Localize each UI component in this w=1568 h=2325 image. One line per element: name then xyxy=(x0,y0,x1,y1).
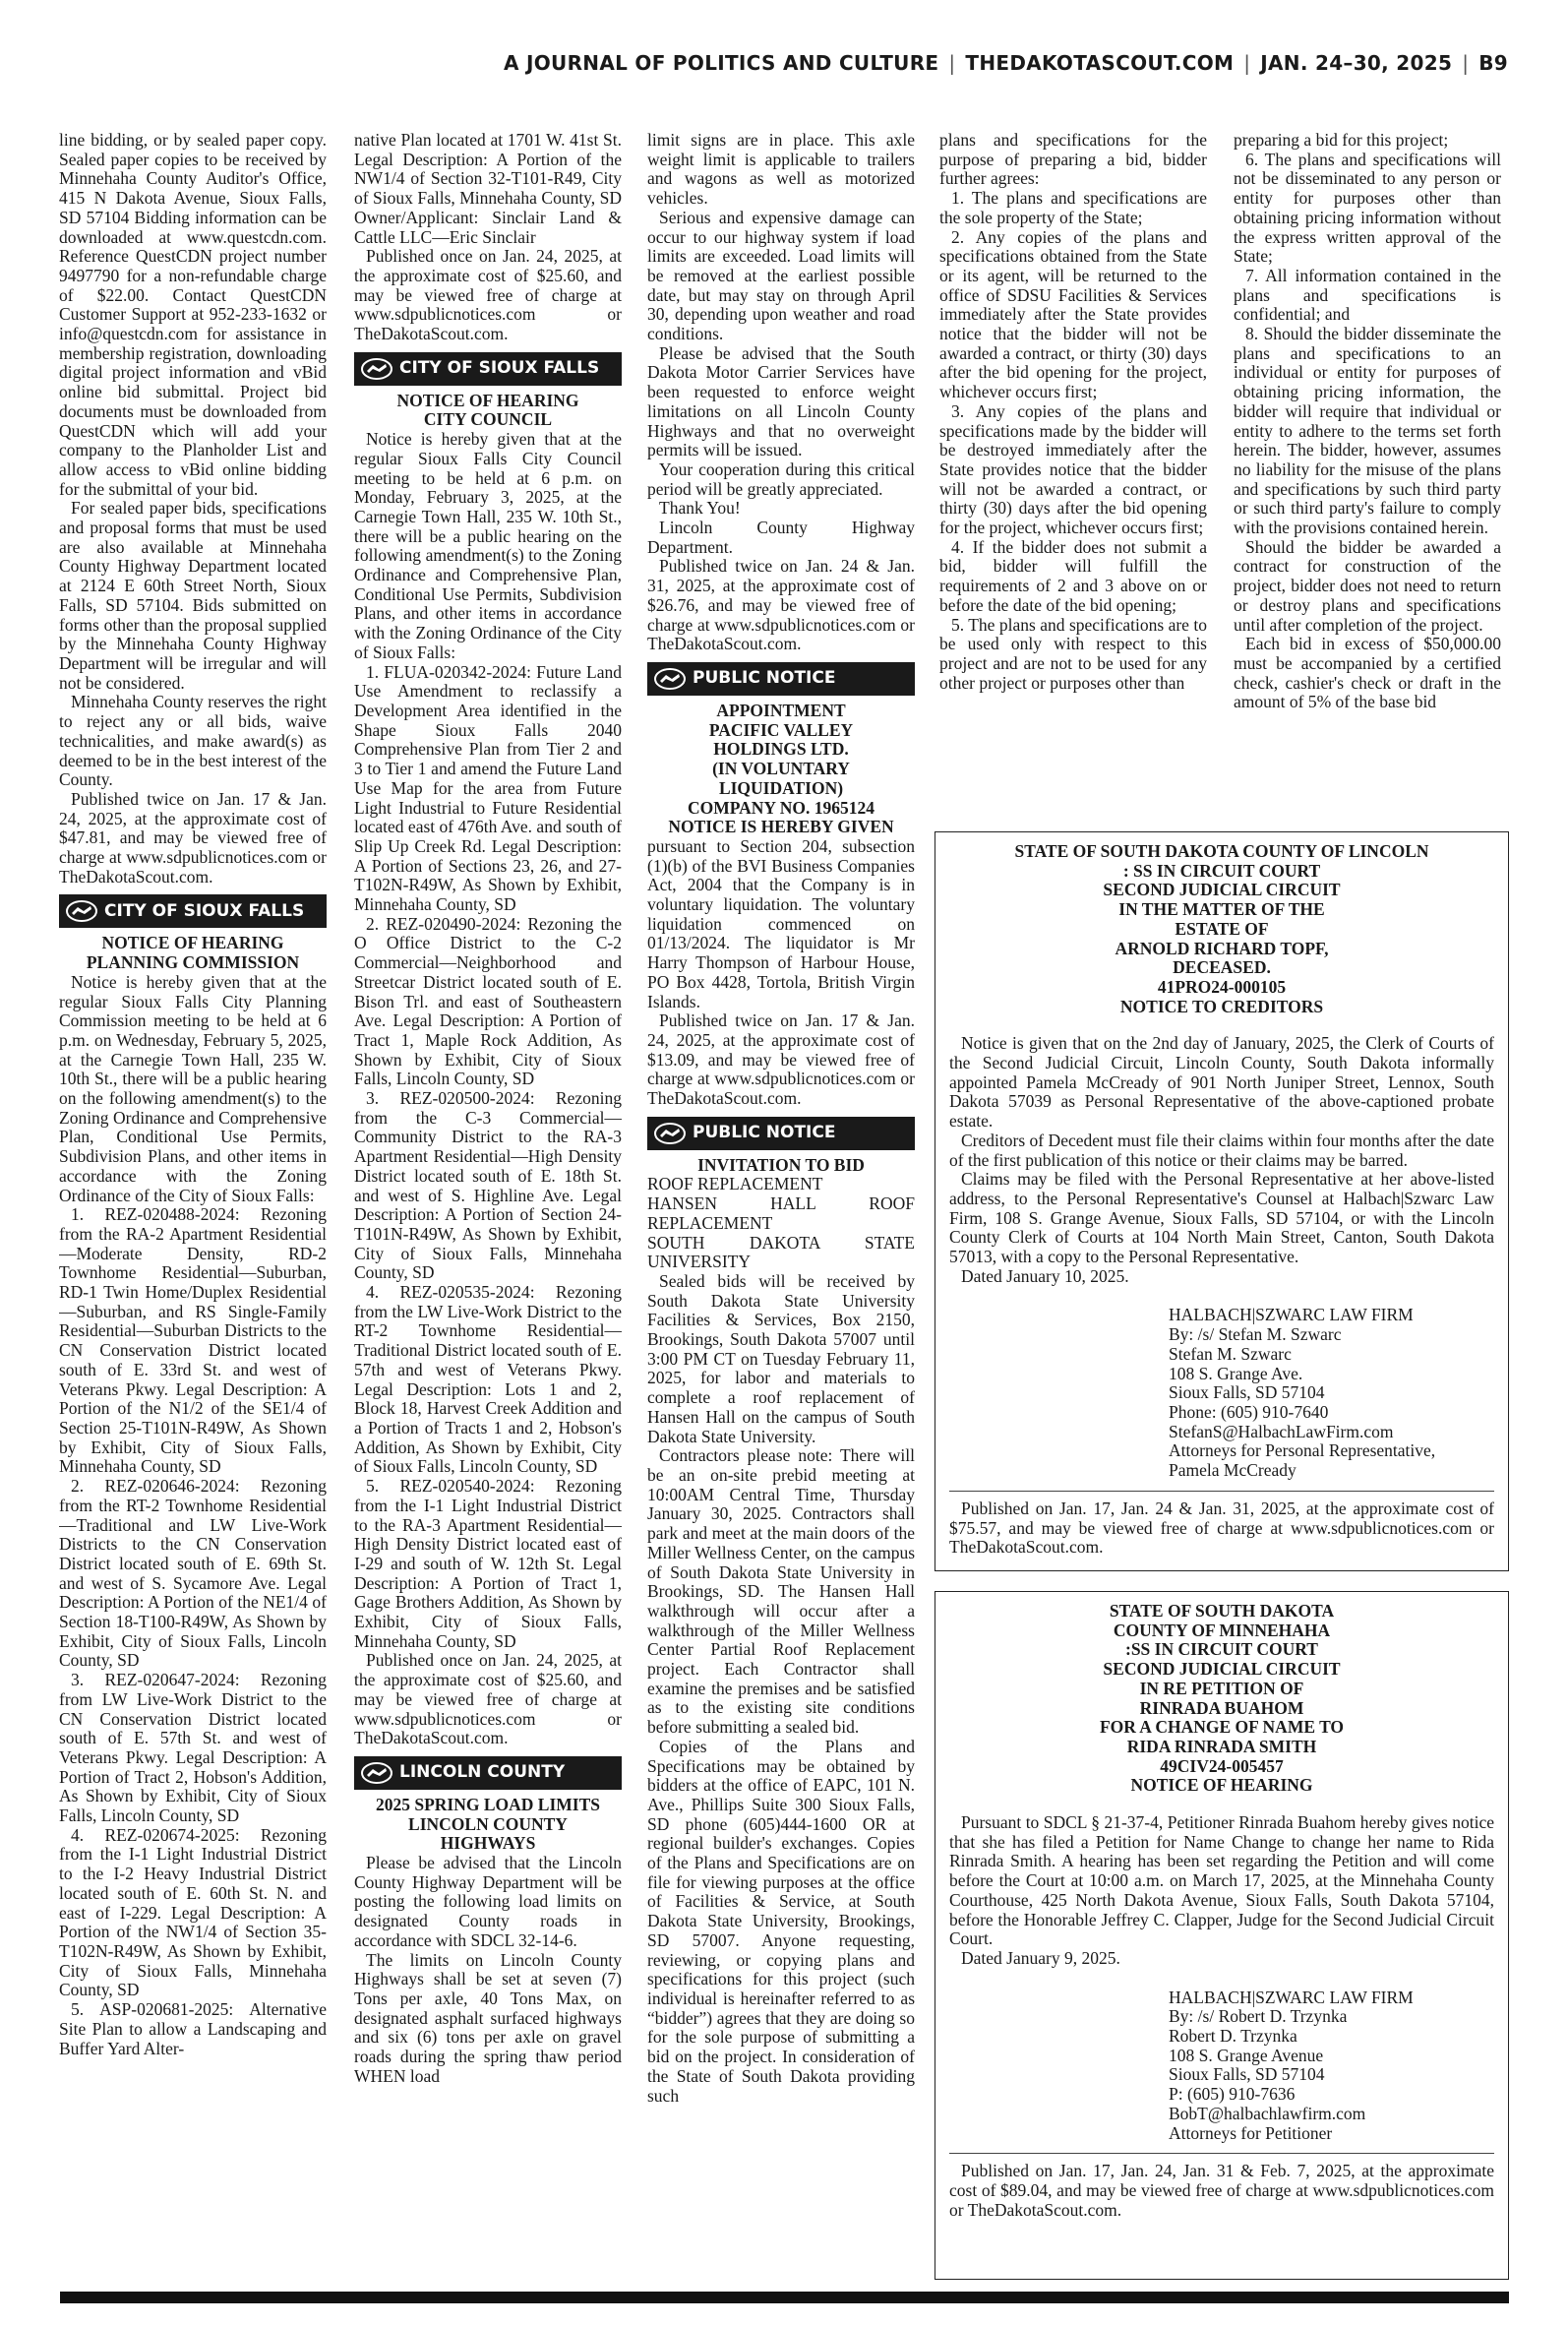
notice-of-hearing-box xyxy=(935,1591,1509,2280)
court-heading: IN RE PETITION OF xyxy=(1139,1678,1304,1698)
notice-text: pursuant to Section 204, subsection (1)(b) of the BVI Business Companies Act, 2004 that the Company is in voluntary liquidation. The voluntary liquidation commenced on 01/13/2024. The liquidator is Mr Harry Thompson of Harbour House, PO Box 4428, Tortola, British Virgin Islands. xyxy=(647,835,915,1011)
column-2 xyxy=(354,131,622,2289)
column-5 xyxy=(1234,131,1501,812)
signature-line: Robert D. Trzynka xyxy=(1169,2026,1297,2047)
banner-label: CITY OF SIOUX FALLS xyxy=(399,357,600,378)
signature-line: HALBACH|SZWARC LAW FIRM xyxy=(1169,1305,1414,1325)
header-page-number: B9 xyxy=(1478,51,1508,75)
section-banner xyxy=(59,894,327,928)
signature-line: Phone: (605) 910-7640 xyxy=(1169,1401,1329,1422)
notice-text: preparing a bid for this project; xyxy=(1234,131,1449,150)
notice-text: Thank You! xyxy=(659,498,741,519)
notice-text: Each bid in excess of $50,000.00 must be accompanied by a certified check, cashier's check or draft in the amount of 5% of the base bid xyxy=(1234,634,1501,712)
publication-note: Published twice on Jan. 17 & Jan. 24, 2025, at the approximate cost of $47.81, and may be viewed free of charge at www.sdpublicnotices.com or TheDakotaScout.com. xyxy=(59,788,327,887)
notice-text: Please be advised that the Lincoln County Highway Department will be posting the following load limits on designated County roads in accordance with SDCL 32-14-6. xyxy=(354,1853,622,1950)
court-heading: IN THE MATTER OF THE xyxy=(1118,899,1325,920)
signature-line: Attorneys for Personal Representative, xyxy=(1169,1440,1436,1461)
notice-item: 6. The plans and specifications will not be disseminated to any person or entity for purposes other than obtaining pricing information without the express written approval of the State; xyxy=(1234,149,1501,267)
case-number: 41PRO24-000105 xyxy=(1157,976,1287,997)
court-heading: COUNTY OF MINNEHAHA xyxy=(1113,1620,1331,1640)
notice-heading: INVITATION TO BID xyxy=(697,1154,865,1175)
scout-logo-icon xyxy=(653,1122,687,1145)
court-heading: ESTATE OF xyxy=(1175,918,1269,939)
bid-text: For sealed paper bids, specifications and proposal forms that must be used are also available at Minnehaha County Highway Department located at 2124 E 60th Street North, Sioux Falls, SD 57104. Bids submitted on forms other than the proposal supplied by the Minnehaha County Highway Department will be irregular and will not be considered. xyxy=(59,498,327,693)
notice-item: 5. REZ-020540-2024: Rezoning from the I-1 Light Industrial District to the RA-3 Apartment Residential—High Density District located east of I-29 and south of W. 12th St. Legal Description: A Portion of Tract 1, Gage Brothers Addition, As Shown by Exhibit, City of Sioux Falls, Minnehaha County, SD xyxy=(354,1476,622,1651)
scout-logo-icon xyxy=(653,667,687,691)
notice-item: 4. REZ-020674-2025: Rezoning from the I-1 Light Industrial District to the I-2 Heavy Industrial District located south of E. 60th St. N. and east of I-229. Legal Description: A Portion of the NW1/4 of Section 35-T102N-R49W, As Shown by Exhibit, City of Sioux Falls, Minnehaha County, SD xyxy=(59,1824,327,2000)
bid-text: line bidding, or by sealed paper copy. Sealed paper copies to be received by Minnehaha County Auditor's Office, 415 N Dakota Avenue, Sioux Falls, SD 57104 Bidding information can be downloaded at www.questcdn.com. Reference QuestCDN project number 9497790 for a non-refundable charge of $22.00. Contact QuestCDN Customer Support at 952-233-1632 or info@questcdn.com for assistance in membership registration, downloading digital project information and vBid online bid submittal. Project bid documents must be downloaded from QuestCDN which will add your company to the Planholder List and allow access to vBid online bidding for the submittal of your bid. xyxy=(59,131,327,499)
scout-logo-icon xyxy=(65,899,98,923)
notice-item: 2. REZ-020646-2024: Rezoning from the RT-2 Townhome Residential—Traditional and LW Live-Work Districts to the CN Conservation District located south of E. 69th St. and west of S. Sycamore Ave. Legal Description: A Portion of the NE1/4 of Section 18-T100-R49W, As Shown by Exhibit, City of Sioux Falls, Lincoln County, SD xyxy=(59,1476,327,1671)
notice-item: 2. REZ-020490-2024: Rezoning the O Office District to the C-2 Commercial—Neighborhood and Streetcar District located south of E. Bison Trl. and east of Southeastern Ave. Legal Description: A Portion of Tract 1, Maple Rock Addition, As Shown by Exhibit, City of Sioux Falls, Lincoln County, SD xyxy=(354,913,622,1089)
notice-text: plans and specifications for the purpose of preparing a bid, bidder further agrees: xyxy=(939,131,1207,189)
notice-text: Contractors please note: There will be an on-site prebid meeting at 10:00AM Central Time, Thursday January 30, 2025. Contractors shall park and meet at the main doors of the Miller Wellness Center, on the campus of South Dakota State University in Brookings, SD. The Hansen Hall walkthrough will occur after a walkthrough of the Miller Wellness Center Partial Roof Replacement project. Each Contractor shall examine the premises and be satisfied as to the existing site conditions before submitting a sealed bid. xyxy=(647,1445,915,1738)
court-heading: SECOND JUDICIAL CIRCUIT xyxy=(1103,1659,1341,1680)
notice-text: Sealed bids will be received by South Dakota State University Facilities & Services, Box 2150, Brookings, South Dakota 57007 until 3:00 PM CT on Tuesday February 11, 2025, for labor and materials to complete a roof replacement of Hansen Hall on the campus of South Dakota State University. xyxy=(647,1270,915,1446)
signature-line: StefanS@HalbachLawFirm.com xyxy=(1169,1421,1394,1441)
notice-text: native Plan located at 1701 W. 41st St. Legal Description: A Portion of the NW1/4 of Section 32-T101-R49, City of Sioux Falls, Minnehaha County, SD Owner/Applicant: Sinclair Land & Cattle LLC—Eric Sinclair xyxy=(354,131,622,247)
header-date: JAN. 24–30, 2025 xyxy=(1260,51,1453,75)
notice-date: Dated January 9, 2025. xyxy=(961,1947,1120,1968)
notice-title: NOTICE TO CREDITORS xyxy=(1119,996,1324,1016)
notice-text: Claims may be filed with the Personal Representative at her above-listed address, to the Personal Representative's Counsel at Halbach|Szwarc Law Firm, 108 S. Grange Avenue, Sioux Falls, SD 57104, or with the Lincoln County Clerk of Courts at 104 North Main Street, Canton, South Dakota 57013, with a copy to the Personal Representative. xyxy=(949,1169,1494,1267)
notice-item: 7. All information contained in the plans and specifications is confidential; and xyxy=(1234,265,1501,325)
notice-text: Serious and expensive damage can occur to our highway system if load limits are exceeded. Load limits will be removed at the earliest possible date, but may stay on through April 30, depending upon weather and road conditions. xyxy=(647,207,915,344)
notice-text: Copies of the Plans and Specifications may be obtained by bidders at the office of EAPC, 101 N. Ave., Phillips Suite 300 Sioux Falls, SD phone (605)444-1600 OR at regional builder's exchanges. Copies of the Plans and Specifications are on file for viewing purposes at the office of Facilities & Service, at South Dakota State University, Brookings, SD 57007. Anyone requesting, reviewing, or copying plans and specifications for this project (such individual is hereinafter referred to as “bidder”) agrees that they are doing so for the sole purpose of submitting a bid on the project. In consideration of the State of South Dakota providing such xyxy=(647,1736,915,2106)
signature-line: 108 S. Grange Ave. xyxy=(1169,1363,1303,1383)
notice-text: Pursuant to SDCL § 21-37-4, Petitioner Rinrada Buahom hereby gives notice that she has filed a Petition for Name Change to change her name to Rida Rinrada Smith. A hearing has been set regarding the Petition and will come before the Court at 10:00 a.m. on March 17, 2025, at the Minnehaha County Courthouse, 425 North Dakota Avenue, Sioux Falls, South Dakota 57104, before the Honorable Jeffrey C. Clapper, Judge for the Second Judicial Circuit Court. xyxy=(949,1812,1494,1949)
notice-item: 8. Should the bidder disseminate the plans and specifications to an individual or entity for purposes of obtaining pricing information, the bidder will require that individual or entity to adhere to the terms set forth herein. The bidder, however, assumes no liability for the misuse of the plans and specifications by such third party or such third party's failure to comply with the provisions contained herein. xyxy=(1234,324,1501,538)
column-4 xyxy=(939,131,1207,812)
notice-item: 1. The plans and specifications are the sole property of the State; xyxy=(939,188,1207,227)
notice-subheading: SOUTH DAKOTA STATE UNIVERSITY xyxy=(647,1232,915,1272)
court-heading: ARNOLD RICHARD TOPF, xyxy=(1115,938,1329,958)
notice-item: 3. Any copies of the plans and specifications made by the bidder will be destroyed immediately after the State provides notice that the bidder will not be awarded a contract, or thirty (30) days after the bid opening for the project, whichever occurs first; xyxy=(939,400,1207,538)
notice-title: NOTICE OF HEARING xyxy=(1130,1775,1313,1796)
signature-line: BobT@halbachlawfirm.com xyxy=(1169,2103,1366,2123)
notice-heading: PACIFIC VALLEY xyxy=(708,719,854,740)
signature-line: Sioux Falls, SD 57104 xyxy=(1169,2064,1325,2085)
signature-line: HALBACH|SZWARC LAW FIRM xyxy=(1169,1987,1414,2007)
notice-text: Notice is hereby given that at the regular Sioux Falls City Council meeting to be held at 6 p.m. on Monday, February 3, 2025, at the Carnegie Town Hall, 235 W. 10th St., there will be a public hearing on the following amendment(s) to the Zoning Ordinance and Comprehensive Plan, Conditional Use Permits, Subdivision Plans, and other items in accordance with the Zoning Ordinance of the City of Sioux Falls: xyxy=(354,429,622,662)
notice-item: 1. REZ-020488-2024: Rezoning from the RA-2 Apartment Residential—Moderate Density, RD-2 Townhome Residential—Suburban, RD-1 Twin Home/Duplex Residential—Suburban, and RS Single-Family Residential—Suburban Districts to the CN Conservation District located south of E. 33rd St. and west of Veterans Pkwy. Legal Description: A Portion of the N1/2 of the SE1/4 of Section 25-T101N-R49W, As Shown by Exhibit, City of Sioux Falls, Minnehaha County, SD xyxy=(59,1204,327,1477)
notice-text: Should the bidder be awarded a contract for construction of the project, bidder does not need to return or destroy plans and specifications until after completion of the project. xyxy=(1234,536,1501,635)
notice-heading: HIGHWAYS xyxy=(440,1833,536,1854)
publication-note: Published once on Jan. 24, 2025, at the approximate cost of $25.60, and may be viewed free of charge at www.sdpublicnotices.com or TheDakotaScout.com. xyxy=(354,1650,622,1748)
section-banner xyxy=(647,662,915,696)
notice-heading: NOTICE IS HEREBY GIVEN xyxy=(668,817,894,837)
notice-text: Notice is hereby given that at the regular Sioux Falls City Planning Commission meeting to be held at 6 p.m. on Wednesday, February 5, 2025, at the Carnegie Town Hall, 235 W. 10th St., there will be a public hearing on the following amendment(s) to the Zoning Ordinance and Comprehensive Plan, Conditional Use Permits, Subdivision Plans, and other items in accordance with the Zoning Ordinance of the City of Sioux Falls: xyxy=(59,971,327,1205)
notice-text: Lincoln County Highway Department. xyxy=(647,518,915,557)
notice-heading: CITY COUNCIL xyxy=(423,409,553,430)
court-heading: : SS IN CIRCUIT COURT xyxy=(1122,860,1321,881)
court-heading: STATE OF SOUTH DAKOTA xyxy=(1109,1601,1335,1621)
column-3 xyxy=(647,131,915,2289)
notice-item: 2. Any copies of the plans and specifications obtained from the State or its agent, will be returned to the office of SDSU Facilities & Services immediately after the State provides notice that the bidder will not be awarded a contract, or thirty (30) days after the bid opening for the project, whichever occurs first; xyxy=(939,226,1207,402)
publication-note: Published on Jan. 17, Jan. 24, Jan. 31 & Feb. 7, 2025, at the approximate cost of $89.04, and may be viewed free of charge at www.sdpublicnotices.com or TheDakotaScout.com. xyxy=(949,2161,1494,2220)
scout-logo-icon xyxy=(360,1761,393,1785)
section-banner xyxy=(354,352,622,386)
court-heading: RIDA RINRADA SMITH xyxy=(1126,1736,1317,1756)
notice-heading: LIQUIDATION) xyxy=(718,777,844,798)
notice-heading: PLANNING COMMISSION xyxy=(86,952,300,973)
notice-item: 3. REZ-020500-2024: Rezoning from the C-3 Commercial—Community District to the RA-3 Apartment Residential—High Density District located south of E. 18th St. and west of S. Highline Ave. Legal Description: A Portion of Section 24-T101N-R49W, As Shown by Exhibit, City of Sioux Falls, Minnehaha County, SD xyxy=(354,1088,622,1283)
page-header: A JOURNAL OF POLITICS AND CULTURE | THEDAKOTASCOUT.COM | JAN. 24–30, 2025 | B9 xyxy=(503,51,1508,75)
banner-label: LINCOLN COUNTY xyxy=(399,1762,566,1783)
signature-line: 108 S. Grange Avenue xyxy=(1169,2045,1324,2065)
signature-line: Stefan M. Szwarc xyxy=(1169,1343,1292,1364)
signature-line: P: (605) 910-7636 xyxy=(1169,2084,1296,2105)
notice-item: 4. If the bidder does not submit a bid, bidder will fulfill the requirements of 2 and 3 above on or before the date of the bid opening; xyxy=(939,536,1207,615)
notice-heading: NOTICE OF HEARING xyxy=(101,933,284,953)
notice-text: Your cooperation during this critical period will be greatly appreciated. xyxy=(647,459,915,499)
court-heading: DECEASED. xyxy=(1173,957,1271,978)
banner-label: CITY OF SIOUX FALLS xyxy=(104,900,305,921)
case-number: 49CIV24-005457 xyxy=(1160,1755,1284,1776)
publication-note: Published twice on Jan. 24 & Jan. 31, 2025, at the approximate cost of $26.76, and may be viewed free of charge at www.sdpublicnotices.com or TheDakotaScout.com. xyxy=(647,556,915,654)
publication-note: Published twice on Jan. 17 & Jan. 24, 2025, at the approximate cost of $13.09, and may be viewed free of charge at www.sdpublicnotices.com or TheDakotaScout.com. xyxy=(647,1010,915,1109)
signature-line: Attorneys for Petitioner xyxy=(1169,2122,1333,2143)
court-heading: :SS IN CIRCUIT COURT xyxy=(1125,1639,1318,1660)
notice-heading: COMPANY NO. 1965124 xyxy=(687,797,875,818)
notice-item: 4. REZ-020535-2024: Rezoning from the LW Live-Work District to the RT-2 Townhome Residential—Traditional District located south of E. 57th and west of Veterans Pkwy. Legal Description: Lots 1 and 2, Block 18, Harvest Creek Addition and a Portion of Tracts 1 and 2, Hobson's Addition, As Shown by Exhibit, City of Sioux Falls, Lincoln County, SD xyxy=(354,1282,622,1477)
notice-text: The limits on Lincoln County Highways shall be set at seven (7) Tons per axle, 40 Tons Max, on designated asphalt surfaced highways and six (6) tons per axle on gravel roads during the spring thaw period WHEN load xyxy=(354,1949,622,2086)
notice-subheading: HANSEN HALL ROOF REPLACEMENT xyxy=(647,1193,915,1233)
notice-heading: LINCOLN COUNTY xyxy=(408,1813,568,1834)
header-site: THEDAKOTASCOUT.COM xyxy=(965,51,1235,75)
bid-text: Minnehaha County reserves the right to reject any or all bids, waive technicalities, and make award(s) as deemed to be in the best interest of the County. xyxy=(59,692,327,790)
notice-text: limit signs are in place. This axle weight limit is applicable to trailers and wagons as well as motorized vehicles. xyxy=(647,131,915,209)
publication-note: Published on Jan. 17, Jan. 24 & Jan. 31, 2025, at the approximate cost of $75.57, and may be viewed free of charge at www.sdpublicnotices.com or TheDakotaScout.com. xyxy=(949,1498,1494,1558)
notice-date: Dated January 10, 2025. xyxy=(961,1265,1129,1286)
notice-item: 1. FLUA-020342-2024: Future Land Use Amendment to reclassify a Development Area identified in the Shape Sioux Falls 2040 Comprehensive Plan from Tier 2 and 3 to Tier 1 and amend the Future Land Use Map for the area from Future Light Industrial to Future Residential located east of 476th Ave. and south of Slip Up Creek Rd. Legal Description: A Portion of Sections 23, 26, and 27-T102N-R49W, As Shown by Exhibit, Minnehaha County, SD xyxy=(354,661,622,915)
publication-note: Published once on Jan. 24, 2025, at the approximate cost of $25.60, and may be viewed free of charge at www.sdpublicnotices.com or TheDakotaScout.com. xyxy=(354,246,622,344)
section-banner xyxy=(647,1117,915,1150)
header-tagline: A JOURNAL OF POLITICS AND CULTURE xyxy=(503,51,939,75)
signature-line: Pamela McCready xyxy=(1169,1460,1297,1481)
notice-subheading: ROOF REPLACEMENT xyxy=(647,1174,823,1194)
notice-heading: (IN VOLUNTARY xyxy=(712,759,850,779)
footer-rule xyxy=(60,2292,1509,2303)
notice-heading: 2025 SPRING LOAD LIMITS xyxy=(375,1794,601,1814)
signature-line: By: /s/ Stefan M. Szwarc xyxy=(1169,1324,1342,1345)
section-banner xyxy=(354,1756,622,1790)
notice-text: Creditors of Decedent must file their claims within four months after the date of the first publication of this notice or their claims may be barred. xyxy=(949,1130,1494,1170)
banner-label: PUBLIC NOTICE xyxy=(693,1122,836,1142)
signature-line: Sioux Falls, SD 57104 xyxy=(1169,1382,1325,1403)
notice-item: 5. ASP-020681-2025: Alternative Site Plan to allow a Landscaping and Buffer Yard Alter- xyxy=(59,1999,327,2058)
signature-line: By: /s/ Robert D. Trzynka xyxy=(1169,2006,1348,2027)
divider xyxy=(949,2153,1494,2154)
court-heading: STATE OF SOUTH DAKOTA COUNTY OF LINCOLN xyxy=(1014,841,1429,861)
court-heading: SECOND JUDICIAL CIRCUIT xyxy=(1103,880,1341,900)
notice-heading: NOTICE OF HEARING xyxy=(396,390,579,410)
notice-item: 3. REZ-020647-2024: Rezoning from LW Live-Work District to the CN Conservation District located south of E. 57th St. and west of Veterans Pkwy. Legal Description: A Portion of Tract 2, Hobson's Addition, As Shown by Exhibit, City of Sioux Falls, Lincoln County, SD xyxy=(59,1670,327,1826)
banner-label: PUBLIC NOTICE xyxy=(693,668,836,689)
notice-heading: APPOINTMENT xyxy=(716,700,846,720)
notice-heading: HOLDINGS LTD. xyxy=(713,739,849,760)
scout-logo-icon xyxy=(360,357,393,381)
notice-item: 5. The plans and specifications are to be used only with respect to this project and are not to be used for any other project or purposes other than xyxy=(939,614,1207,693)
court-heading: FOR A CHANGE OF NAME TO xyxy=(1099,1717,1345,1738)
court-heading: RINRADA BUAHOM xyxy=(1139,1697,1304,1718)
column-1 xyxy=(59,131,327,2289)
notice-text: Notice is given that on the 2nd day of January, 2025, the Clerk of Courts of the Second Judicial Circuit, Lincoln County, South Dakota informally appointed Pamela McCready of 901 North Juniper Street, Lennox, South Dakota 57039 as Personal Representative of the above-captioned probate estate. xyxy=(949,1033,1494,1132)
notice-text: Please be advised that the South Dakota Motor Carrier Services have been requested to enforce weight limitations on all Lincoln County Highways and that no overweight permits will be issued. xyxy=(647,342,915,460)
divider xyxy=(949,1491,1494,1492)
notice-to-creditors-box xyxy=(935,831,1509,1571)
